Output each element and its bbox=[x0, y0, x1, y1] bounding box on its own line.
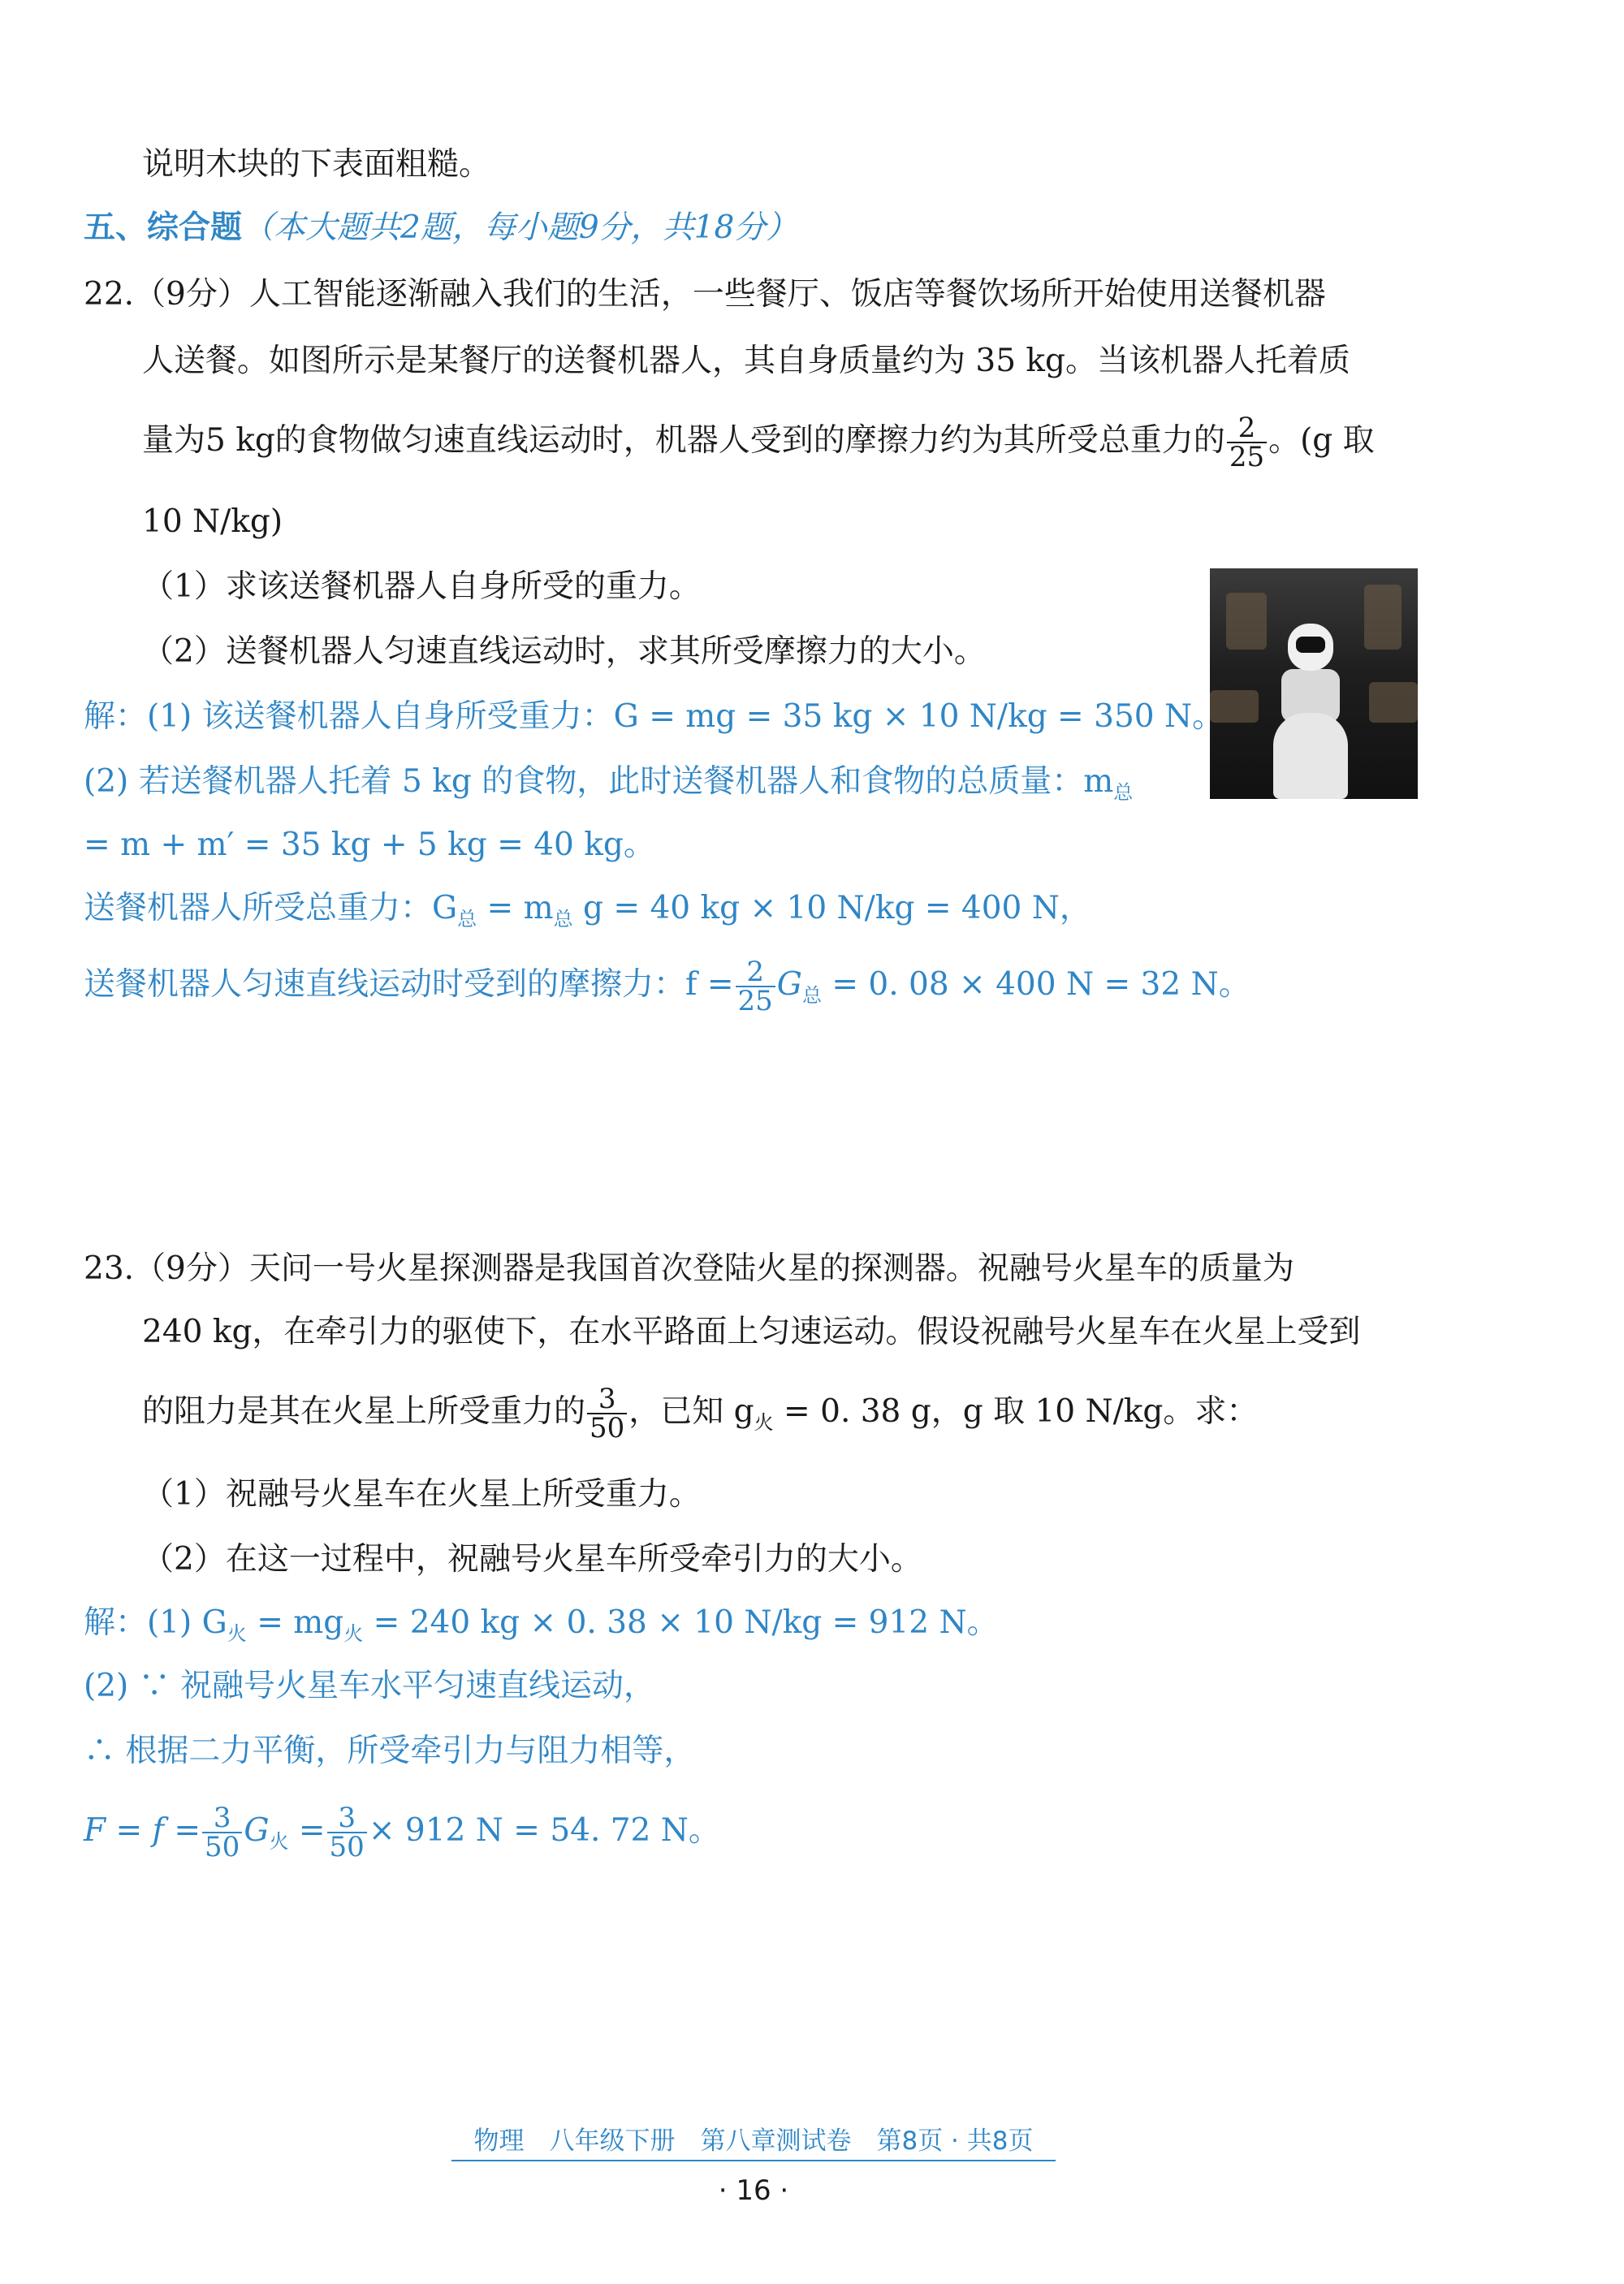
q22-answer-5-numerator: 2 bbox=[736, 958, 775, 987]
q23-answer-1 bbox=[84, 1604, 999, 1646]
q22-answer-5 bbox=[84, 958, 1250, 1015]
q23-answer-2: (2) ∵ 祝融号火星车水平匀速直线运动， bbox=[84, 1668, 656, 1704]
q22-answer-4-part-b: = m bbox=[477, 890, 554, 926]
section-note: （本大题共2题，每小题9分，共18分） bbox=[242, 209, 798, 246]
q23-answer-4-fraction-2 bbox=[327, 1804, 367, 1861]
q22-answer-2-subscript: 总 bbox=[1113, 780, 1134, 804]
q23-line-2: 240 kg，在牵引力的驱使下，在水平路面上匀速运动。假设祝融号火星车在火星上受到 bbox=[142, 1314, 1361, 1350]
q23-answer-4-fraction-1-denominator: 50 bbox=[205, 1831, 240, 1863]
q23-answer-4-subscript: 火 bbox=[269, 1829, 289, 1853]
q22-line-3-tail: 。(g 取 bbox=[1268, 422, 1375, 459]
q23-answer-4-fraction-2-numerator: 3 bbox=[327, 1804, 367, 1833]
q23-line-3-tail: = 0. 38 g，g 取 10 N/kg。求： bbox=[773, 1393, 1259, 1430]
q22-answer-5-denominator: 25 bbox=[737, 985, 773, 1017]
q22-sub-question-2: （2）送餐机器人匀速直线运动时，求其所受摩擦力的大小。 bbox=[142, 633, 986, 670]
q23-sub-question-2: （2）在这一过程中，祝融号火星车所受牵引力的大小。 bbox=[142, 1541, 922, 1578]
q23-answer-4-text: F = f = bbox=[84, 1812, 201, 1849]
footer-title: 物理 八年级下册 第八章测试卷 第8页 · 共8页 bbox=[451, 2120, 1056, 2161]
q22-answer-4 bbox=[84, 890, 1091, 931]
q22-fraction-denominator: 25 bbox=[1229, 441, 1265, 473]
q22-line-4: 10 N/kg) bbox=[142, 503, 283, 540]
q23-answer-1-sub-1: 火 bbox=[227, 1621, 247, 1645]
q23-answer-1-part-b: = mg bbox=[246, 1604, 344, 1641]
q22-answer-4-part-c: g = 40 kg × 10 N/kg = 400 N， bbox=[572, 890, 1091, 926]
q22-sub-question-1: （1）求该送餐机器人自身所受的重力。 bbox=[142, 568, 701, 605]
q23-answer-4 bbox=[84, 1804, 720, 1861]
q23-fraction-numerator: 3 bbox=[587, 1385, 627, 1414]
q23-answer-4-fraction-1-numerator: 3 bbox=[202, 1804, 242, 1833]
q22-answer-5-symbol: G bbox=[776, 966, 802, 1003]
q23-answer-1-part-c: = 240 kg × 0. 38 × 10 N/kg = 912 N。 bbox=[363, 1604, 999, 1641]
q22-answer-4-sub-1: 总 bbox=[457, 907, 477, 930]
q22-line-2: 人送餐。如图所示是某餐厅的送餐机器人，其自身质量约为 35 kg。当该机器人托着质 bbox=[142, 343, 1351, 379]
section-heading bbox=[84, 209, 797, 248]
q23-line-3-text: 的阻力是其在火星上所受重力的 bbox=[142, 1393, 586, 1430]
q22-line-1: 22.（9分）人工智能逐渐融入我们的生活，一些餐厅、饭店等餐饮场所开始使用送餐机器 bbox=[84, 276, 1326, 313]
q22-answer-5-fraction bbox=[736, 958, 775, 1015]
delivery-robot-photo bbox=[1210, 568, 1418, 799]
section-title: 五、综合题 bbox=[84, 209, 243, 246]
q22-answer-5-text: 送餐机器人匀速直线运动时受到的摩擦力：f = bbox=[84, 966, 734, 1003]
q23-line-3 bbox=[142, 1385, 1258, 1442]
q23-answer-4-tail: × 912 N = 54. 72 N。 bbox=[368, 1812, 720, 1849]
q22-fraction bbox=[1227, 414, 1267, 471]
q23-line-1: 23.（9分）天问一号火星探测器是我国首次登陆火星的探测器。祝融号火星车的质量为 bbox=[84, 1250, 1294, 1287]
q23-answer-3: ∴ 根据二力平衡，所受牵引力与阻力相等， bbox=[84, 1733, 696, 1769]
q22-answer-3: = m + m′ = 35 kg + 5 kg = 40 kg。 bbox=[84, 827, 655, 863]
q23-answer-4-fraction-2-denominator: 50 bbox=[329, 1831, 365, 1863]
q22-answer-5-tail: = 0. 08 × 400 N = 32 N。 bbox=[821, 966, 1250, 1003]
q23-sub-question-1: （1）祝融号火星车在火星上所受重力。 bbox=[142, 1476, 701, 1513]
page-number: · 16 · bbox=[718, 2174, 789, 2207]
q22-fraction-numerator: 2 bbox=[1227, 414, 1267, 443]
q22-line-3 bbox=[142, 414, 1375, 471]
q23-line-3-subscript: 火 bbox=[754, 1410, 774, 1434]
q23-answer-4-symbol: G bbox=[244, 1812, 270, 1849]
q23-answer-4-mid: = bbox=[288, 1812, 326, 1849]
q22-answer-4-part-a: 送餐机器人所受总重力：G bbox=[84, 890, 458, 926]
q23-fraction-denominator: 50 bbox=[590, 1412, 625, 1444]
q23-line-3-mid: ，已知 g bbox=[628, 1393, 754, 1430]
q23-answer-1-sub-2: 火 bbox=[343, 1621, 364, 1645]
q23-fraction bbox=[587, 1385, 627, 1442]
q23-answer-1-part-a: 解：(1) G bbox=[84, 1604, 227, 1641]
q22-answer-2-text: (2) 若送餐机器人托着 5 kg 的食物，此时送餐机器人和食物的总质量：m bbox=[84, 763, 1114, 800]
q23-answer-4-fraction-1 bbox=[202, 1804, 242, 1861]
q22-answer-4-sub-2: 总 bbox=[553, 907, 573, 930]
q22-answer-2 bbox=[84, 763, 1133, 805]
q22-answer-5-subscript: 总 bbox=[801, 983, 822, 1007]
q22-line-3-text: 量为5 kg的食物做匀速直线运动时，机器人受到的摩擦力约为其所受总重力的 bbox=[142, 422, 1225, 459]
previous-answer-tail: 说明木块的下表面粗糙。 bbox=[142, 146, 491, 183]
q22-answer-1: 解：(1) 该送餐机器人自身所受重力：G = mg = 35 kg × 10 N/kg = 350 N。 bbox=[84, 698, 1224, 735]
